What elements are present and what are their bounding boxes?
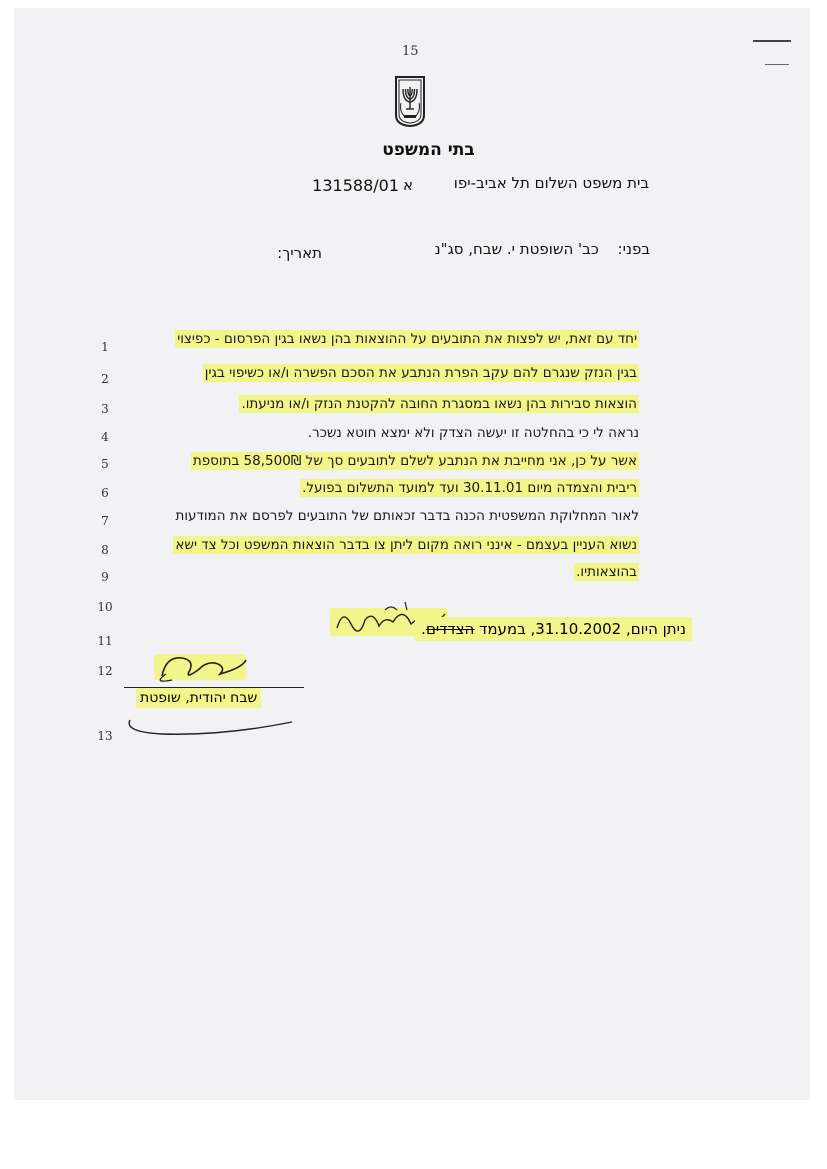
struck-parties: הצדדים: [425, 620, 475, 638]
line-number: 5: [101, 457, 109, 471]
case-letter: א: [402, 176, 413, 194]
court-name: בית משפט השלום תל אביב-יפו: [453, 174, 649, 192]
line-number: 4: [101, 430, 109, 444]
body-line: נראה לי כי בהחלטה זו יעשה הצדק ולא ימצא חוטא נשכר.: [307, 425, 639, 441]
ruling-given-line: ניתן היום, 31.10.2002, במעמד הצדדים.: [415, 620, 692, 638]
scan-mark: [753, 40, 791, 42]
before-label: בפני:: [617, 240, 650, 258]
given-text: ניתן היום, 31.10.2002, במעמד: [479, 620, 686, 638]
line-number: 13: [97, 729, 113, 743]
body-line: נשוא העניין בעצמם - אינני רואה מקום ליתן צו בדבר הוצאות המשפט וכל צד ישא: [175, 537, 637, 553]
line-number: 9: [101, 570, 109, 584]
before-text: כב' השופטת י. שבח, סג"נ: [434, 240, 599, 258]
scan-mark: [765, 64, 789, 65]
line-number: 2: [101, 372, 109, 386]
body-line: יחד עם זאת, יש לפצות את התובעים על ההוצאות בהן נשאו בגין הפרסום - כפיצוי: [177, 331, 637, 347]
document-page: [14, 8, 810, 1100]
body-line: לאור המחלוקת המשפטית הכנה בדבר זכאותם של התובעים לפרסם את המודעות: [175, 508, 639, 524]
line-number: 10: [97, 600, 113, 614]
line-number: 6: [101, 486, 109, 500]
line-number: 7: [101, 514, 109, 528]
date-label: תאריך:: [277, 244, 322, 262]
body-line: בהוצאותיו.: [576, 564, 637, 580]
state-emblem-icon: [393, 75, 427, 127]
line-number: 8: [101, 543, 109, 557]
line-number: 1: [101, 340, 109, 354]
body-line: הוצאות סבירות בהן נשאו במסגרת החובה להקטנת הנזק ו/או מניעתו.: [241, 396, 637, 412]
line-number: 3: [101, 402, 109, 416]
case-number: 131588/01: [312, 176, 399, 195]
page-number: 15: [402, 44, 419, 59]
body-line: אשר על כן, אני מחייבת את הנתבע לשלם לתובעים סך של 58,500₪ בתוספת: [192, 453, 637, 469]
body-line: ריבית והצמדה מיום 30.11.01 ועד למועד התשלום בפועל.: [302, 480, 637, 496]
body-line: בגין הנזק שנגרם להם עקב הפרת הנתבע את הסכם הפשרה ו/או כשיפוי בגין: [204, 365, 637, 381]
court-title: בתי המשפט: [382, 140, 475, 160]
before-judge: [435, 240, 650, 258]
judge-name-title: שבח יהודית, שופטת: [136, 690, 261, 706]
line-number: 11: [97, 634, 113, 648]
line-number: 12: [97, 664, 113, 678]
